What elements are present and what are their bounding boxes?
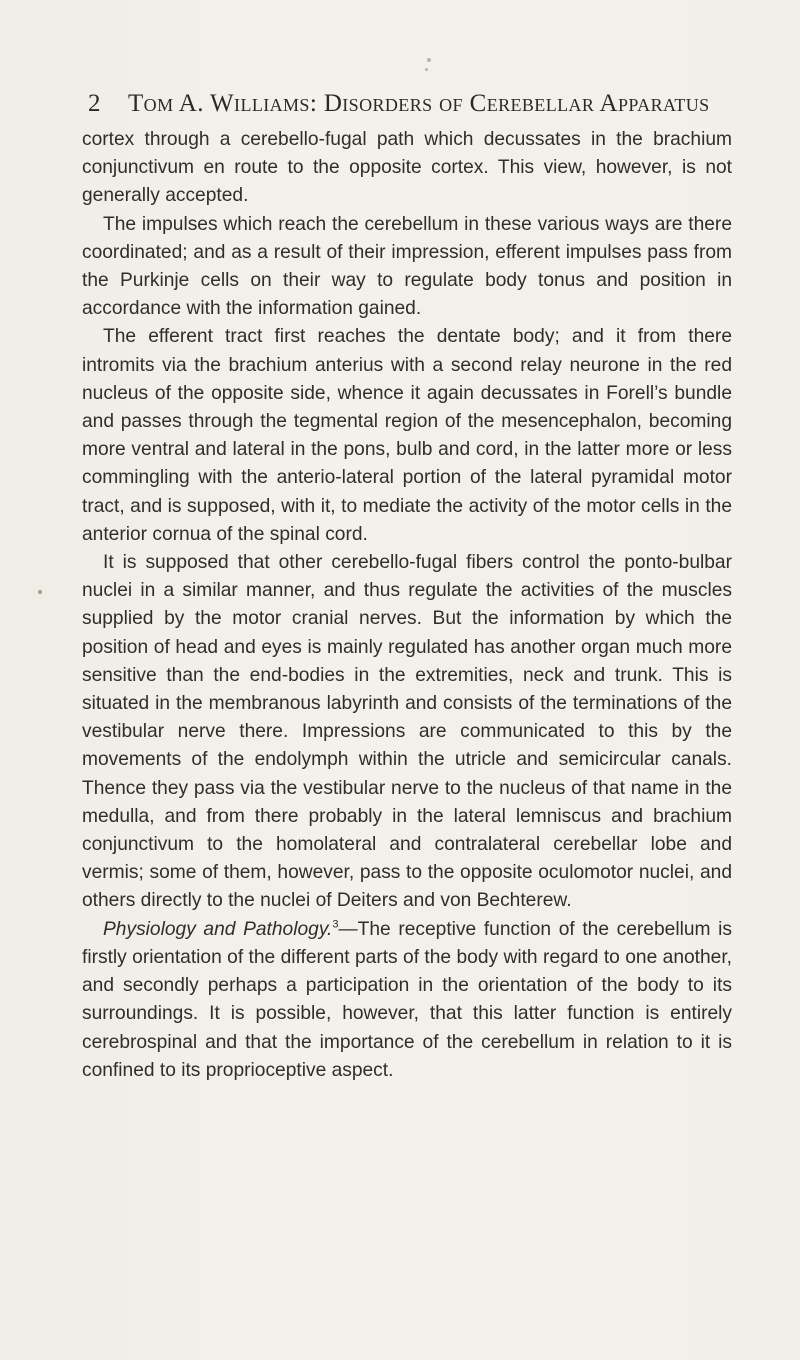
footnote-marker: 3: [332, 918, 339, 931]
paragraph-continuation: cortex through a cerebello-fugal path which decussates in the brachium conjunctivum en route to the opposite cortex. This view, however, is not generally accepted.: [82, 129, 732, 207]
body-text: [82, 126, 732, 1085]
print-speck: [427, 58, 431, 62]
paragraph-physiology: [82, 916, 732, 1085]
paragraph-physiology-text: —The receptive function of the cerebellum is firstly orientation of the different parts of the body with regard to one another, and secondly perhaps a participation in the orientation of the body to its surroundings. It is possible, however, that this latter function is entirely cerebrospinal and that the importance of the cerebellum in relation to it is confined to its proprioceptive aspect.: [82, 918, 732, 1081]
page-number: 2: [88, 90, 101, 117]
print-speck: [425, 68, 428, 71]
paragraph-cerebello-fugal: It is supposed that other cerebello-fugal fibers control the ponto-bulbar nuclei in a similar manner, and thus regulate the activities of the muscles supplied by the motor cranial nerves. But the information by which the position of head and eyes is mainly regulated has another organ much more sensitive than the end-bodies in the extremities, neck and trunk. This is situated in the membranous labyrinth and consists of the terminations of the vestibular nerve there. Impressions are communicated to this by the movements of the endolymph within the utricle and semicircular canals. Thence they pass via the vestibular nerve to the nucleus of that name in the medulla, and from there probably in the lateral lemniscus and brachium conjunctivum to the homolateral and contralateral cerebellar lobe and vermis; some of them, however, pass to the opposite oculomotor nuclei, and others directly to the nuclei of Deiters and von Bechterew.: [82, 552, 732, 912]
paragraph-impulses: The impulses which reach the cerebellum in these various ways are there coordinated; and as a result of their impression, efferent impulses pass from the Purkinje cells on their way to regulate body tonus and position in accordance with the information gained.: [82, 213, 732, 320]
running-head: [88, 90, 748, 124]
running-title: Tom A. Williams: Disorders of Cerebellar Apparatus: [128, 90, 710, 117]
print-speck: [38, 590, 42, 594]
section-heading: Physiology and Pathology.: [103, 918, 333, 940]
paragraph-efferent-tract: The efferent tract first reaches the dentate body; and it from there intromits via the brachium anterius with a second relay neurone in the red nucleus of the opposite side, whence it again decussates in Forell’s bundle and passes through the tegmental region of the mesencephalon, becoming more ventral and lateral in the pons, bulb and cord, in the latter more or less commingling with the anterio-lateral portion of the lateral pyramidal motor tract, and is supposed, with it, to mediate the activity of the motor cells in the anterior cornua of the spinal cord.: [82, 326, 732, 545]
